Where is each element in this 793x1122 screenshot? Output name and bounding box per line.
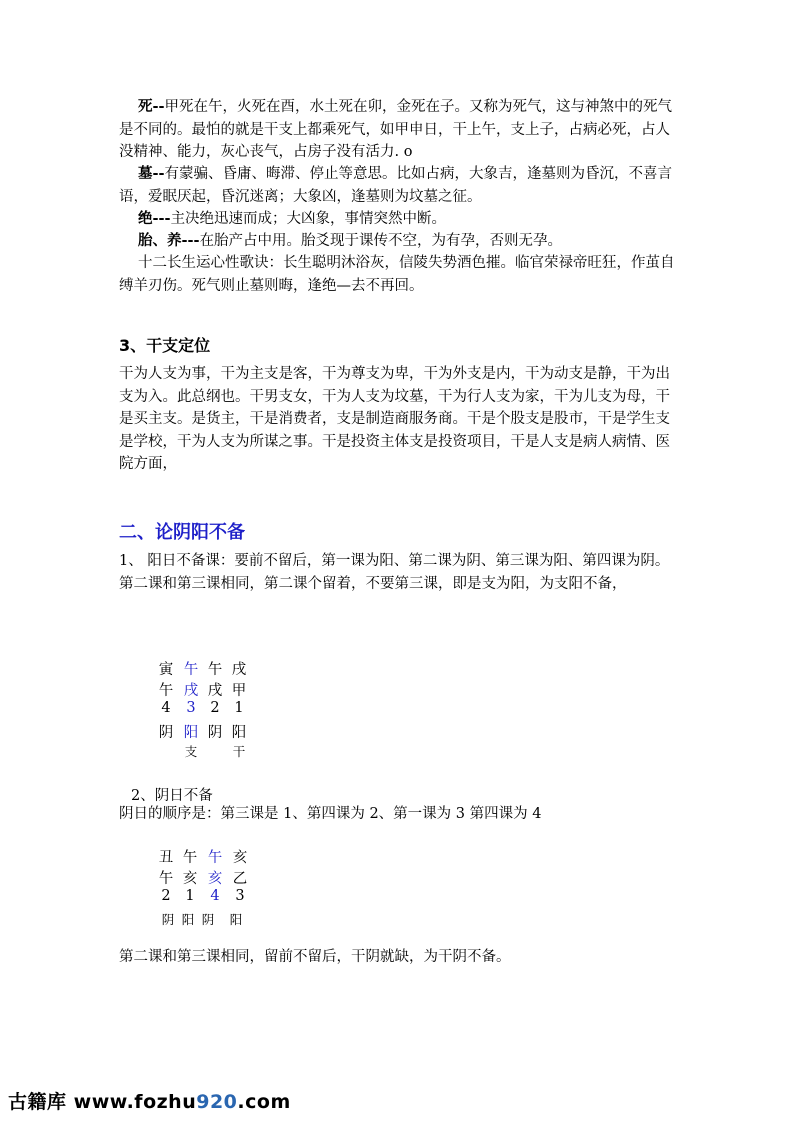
text-mu: 有蒙骗、昏庸、晦滞、停止等意思。比如占病，大象吉，逢墓则为昏沉，不喜言语，爱眠厌起，昏沉迷离；大象凶，逢墓则为坟墓之征。 xyxy=(119,166,673,205)
url-prefix: www.fozhu xyxy=(73,1091,197,1113)
paragraph-song: 十二长生运心性歌诀：长生聪明沐浴灰，信陵失势酒色摧。临官荣禄帝旺狂，作茧自缚羊刃伤。死气则止墓则晦，逢绝—去不再回。 xyxy=(119,255,675,294)
cell: 午 xyxy=(158,683,174,699)
paragraph-tai xyxy=(119,230,675,253)
cell: 亥 xyxy=(182,871,198,887)
cell: 4 xyxy=(210,888,220,904)
cell: 阳 xyxy=(231,725,247,741)
site-url[interactable] xyxy=(74,1091,291,1113)
paragraph-mu xyxy=(119,163,675,208)
cell: 午 xyxy=(207,850,223,866)
cell: 阳 xyxy=(229,912,243,927)
cell: 午 xyxy=(158,871,174,887)
cell: 2 xyxy=(161,888,171,904)
section-title-yinyang: 二、论阴阳不备 xyxy=(119,522,245,543)
term-si: 死-- xyxy=(138,98,165,115)
cell: 阴 xyxy=(158,725,174,741)
cell: 3 xyxy=(186,700,196,716)
cell: 午 xyxy=(182,850,198,866)
cell: 戌 xyxy=(183,683,199,699)
cell: 甲 xyxy=(231,683,247,699)
item-yang-day: 1、 阳日不备课：要前不留后，第一课为阳、第二课为阴、第三课为阳、第四课为阴。第二课和第三课相同，第二课个留着，不要第三课，即是支为阳，为支阳不备， xyxy=(119,553,670,592)
cell: 支 xyxy=(184,744,198,759)
cell: 亥 xyxy=(207,871,223,887)
text-si: 甲死在午，火死在酉，水土死在卯，金死在子。又称为死气，这与神煞中的死气是不同的。最怕的就是干支上都乘死气，如甲申日，干上午，支上子，占病必死，占人没精神、能力，灰心丧气，占房子没有活力. o xyxy=(119,99,673,160)
url-suffix: .com xyxy=(237,1091,291,1113)
cell: 戌 xyxy=(207,683,223,699)
term-tai: 胎、养--- xyxy=(138,232,200,249)
cell: 4 xyxy=(161,700,171,716)
cell: 阴 xyxy=(161,912,175,927)
cell: 阳 xyxy=(183,725,199,741)
section-title-ganzhi: 3、干支定位 xyxy=(119,336,211,355)
term-mu: 墓-- xyxy=(138,165,165,182)
cell: 乙 xyxy=(232,871,248,887)
cell: 阴 xyxy=(201,912,215,927)
paragraph-jue xyxy=(119,208,675,231)
cell: 2 xyxy=(210,700,220,716)
cell: 亥 xyxy=(232,850,248,866)
cell: 午 xyxy=(183,662,199,678)
url-number: 920 xyxy=(196,1091,238,1113)
cell: 阴 xyxy=(207,725,223,741)
term-jue: 绝--- xyxy=(138,210,171,227)
cell: 3 xyxy=(235,888,245,904)
cell: 1 xyxy=(234,700,244,716)
paragraph-ganzhi: 干为人支为事，干为主支是客，干为尊支为卑，干为外支是内，干为动支是静，干为出支为入。此总纲也。干男支女，干为人支为坟墓，干为行人支为家，干为儿支为母，干是买主支。是货主，干是消费者，支是制造商服务商。干是个股支是股市，干是学生支是学校，干为人支为所谋之事。干是投资主体支是投资项目，干是人支是病人病情、医院方面， xyxy=(119,366,670,472)
text-tai: 在胎产占中用。胎爻现于课传不空，为有孕，否则无孕。 xyxy=(199,233,563,249)
cell: 寅 xyxy=(158,662,174,678)
conclusion-text: 第二课和第三课相同，留前不留后，干阴就缺，为干阴不备。 xyxy=(119,949,511,965)
paragraph-si xyxy=(119,96,675,164)
cell: 1 xyxy=(185,888,195,904)
item-yin-day-title: 2、阴日不备 xyxy=(131,788,213,804)
cell: 丑 xyxy=(158,850,174,866)
cell: 阳 xyxy=(181,912,195,927)
cell: 午 xyxy=(207,662,223,678)
site-footer xyxy=(8,1087,291,1114)
site-brand: 古籍库 xyxy=(8,1091,67,1113)
cell: 戌 xyxy=(231,662,247,678)
cell: 干 xyxy=(232,744,246,759)
item-yin-day-order: 阴日的顺序是：第三课是 1、第四课为 2、第一课为 3 第四课为 4 xyxy=(119,806,542,822)
text-jue: 主决绝迅速而成；大凶象，事情突然中断。 xyxy=(170,211,447,227)
